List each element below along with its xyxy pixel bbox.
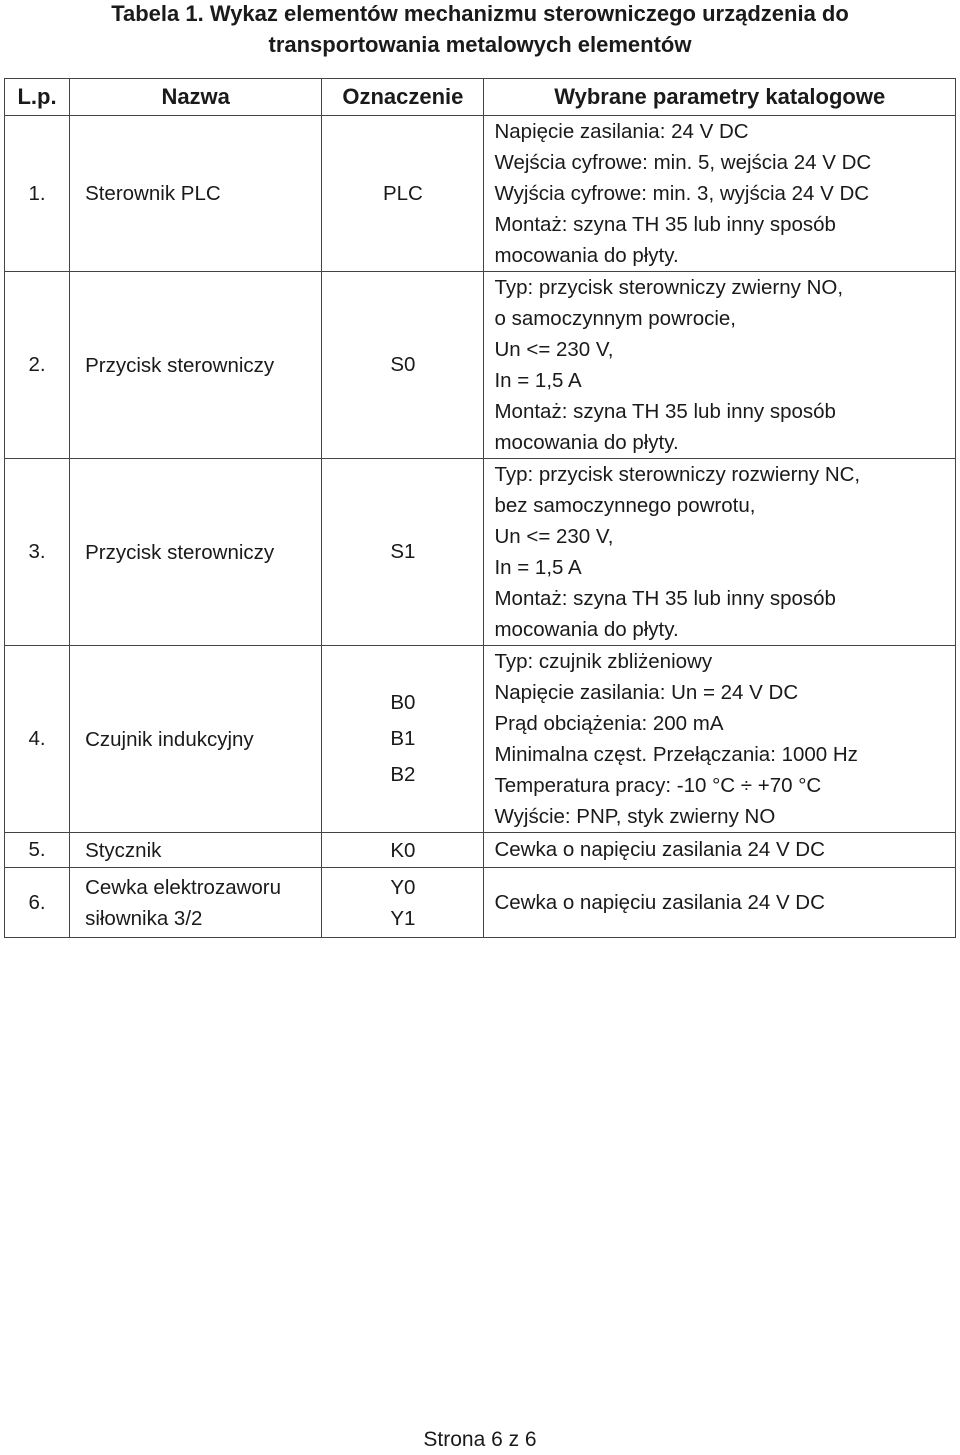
code-line: B0: [390, 691, 416, 714]
component-name-line: Czujnik indukcyjny: [85, 727, 254, 751]
component-name: [70, 833, 322, 868]
code-line: K0: [390, 838, 416, 862]
header-params: Wybrane parametry katalogowe: [484, 79, 956, 116]
row-number: 4.: [5, 646, 70, 833]
param-line: Typ: przycisk sterowniczy zwierny NO,: [494, 276, 844, 299]
component-params: [484, 272, 956, 459]
header-name: Nazwa: [70, 79, 322, 116]
component-name: [70, 459, 322, 646]
param-line: Montaż: szyna TH 35 lub inny sposób: [494, 213, 836, 236]
row-number: 1.: [5, 116, 70, 272]
header-row: [5, 79, 956, 116]
param-line: mocowania do płyty.: [494, 244, 679, 267]
param-line: Montaż: szyna TH 35 lub inny sposób: [494, 400, 836, 423]
param-line: Typ: czujnik zbliżeniowy: [494, 650, 713, 673]
component-params: [484, 833, 956, 868]
component-params: [484, 459, 956, 646]
param-line: Cewka o napięciu zasilania 24 V DC: [494, 891, 825, 914]
param-line: o samoczynnym powrocie,: [494, 307, 737, 330]
param-line: Un <= 230 V,: [494, 525, 614, 548]
param-line: Un <= 230 V,: [494, 338, 614, 361]
table-row: [5, 272, 956, 459]
param-line: Prąd obciążenia: 200 mA: [494, 712, 724, 735]
table-row: [5, 833, 956, 868]
param-line: mocowania do płyty.: [494, 618, 679, 641]
caption-line-2: transportowania metalowych elementów: [268, 32, 692, 57]
component-name: [70, 868, 322, 938]
code-line: S1: [390, 540, 416, 563]
component-name-line: siłownika 3/2: [85, 906, 203, 930]
param-line: Montaż: szyna TH 35 lub inny sposób: [494, 587, 836, 610]
param-line: In = 1,5 A: [494, 369, 582, 392]
header-code: Oznaczenie: [322, 79, 484, 116]
param-line: Napięcie zasilania: Un = 24 V DC: [494, 681, 799, 704]
component-name: [70, 116, 322, 272]
component-code: [322, 272, 484, 459]
component-name-line: Cewka elektrozaworu: [85, 875, 282, 899]
component-code: [322, 459, 484, 646]
param-line: In = 1,5 A: [494, 556, 582, 579]
param-line: Wyjście: PNP, styk zwierny NO: [494, 805, 776, 828]
row-number: 3.: [5, 459, 70, 646]
component-params: [484, 868, 956, 938]
component-name-line: Stycznik: [85, 838, 162, 862]
param-line: Wyjścia cyfrowe: min. 3, wyjścia 24 V DC: [494, 182, 870, 205]
code-line: B1: [390, 727, 416, 750]
component-code: [322, 116, 484, 272]
param-line: Minimalna częst. Przełączania: 1000 Hz: [494, 743, 858, 766]
component-params: [484, 646, 956, 833]
param-line: Napięcie zasilania: 24 V DC: [494, 120, 749, 143]
page-number: Strona 6 z 6: [423, 1428, 537, 1451]
component-name-line: Przycisk sterowniczy: [85, 540, 275, 564]
code-line: Y1: [390, 906, 416, 930]
code-line: PLC: [382, 181, 423, 205]
component-code: [322, 646, 484, 833]
code-line: S0: [390, 353, 416, 376]
table-row: [5, 646, 956, 833]
row-number: 6.: [5, 868, 70, 938]
code-line: B2: [390, 763, 416, 786]
component-name: [70, 272, 322, 459]
param-line: Temperatura pracy: -10 °C ÷ +70 °C: [494, 774, 822, 797]
component-params: [484, 116, 956, 272]
table-row: [5, 459, 956, 646]
param-line: Wejścia cyfrowe: min. 5, wejścia 24 V DC: [494, 151, 872, 174]
header-lp: L.p.: [5, 79, 70, 116]
caption-line-1: Tabela 1. Wykaz elementów mechanizmu sterowniczego urządzenia do: [111, 1, 849, 26]
code-line: Y0: [390, 875, 416, 899]
component-name: [70, 646, 322, 833]
component-name-line: Przycisk sterowniczy: [85, 353, 275, 377]
row-number: 5.: [5, 833, 70, 868]
param-line: bez samoczynnego powrotu,: [494, 494, 756, 517]
component-code: [322, 833, 484, 868]
table-row: [5, 116, 956, 272]
param-line: mocowania do płyty.: [494, 431, 679, 454]
component-code: [322, 868, 484, 938]
row-number: 2.: [5, 272, 70, 459]
table-row: [5, 868, 956, 938]
component-name-line: Sterownik PLC: [85, 182, 221, 205]
param-line: Cewka o napięciu zasilania 24 V DC: [494, 838, 825, 861]
components-table: [4, 78, 956, 938]
param-line: Typ: przycisk sterowniczy rozwierny NC,: [494, 463, 861, 486]
